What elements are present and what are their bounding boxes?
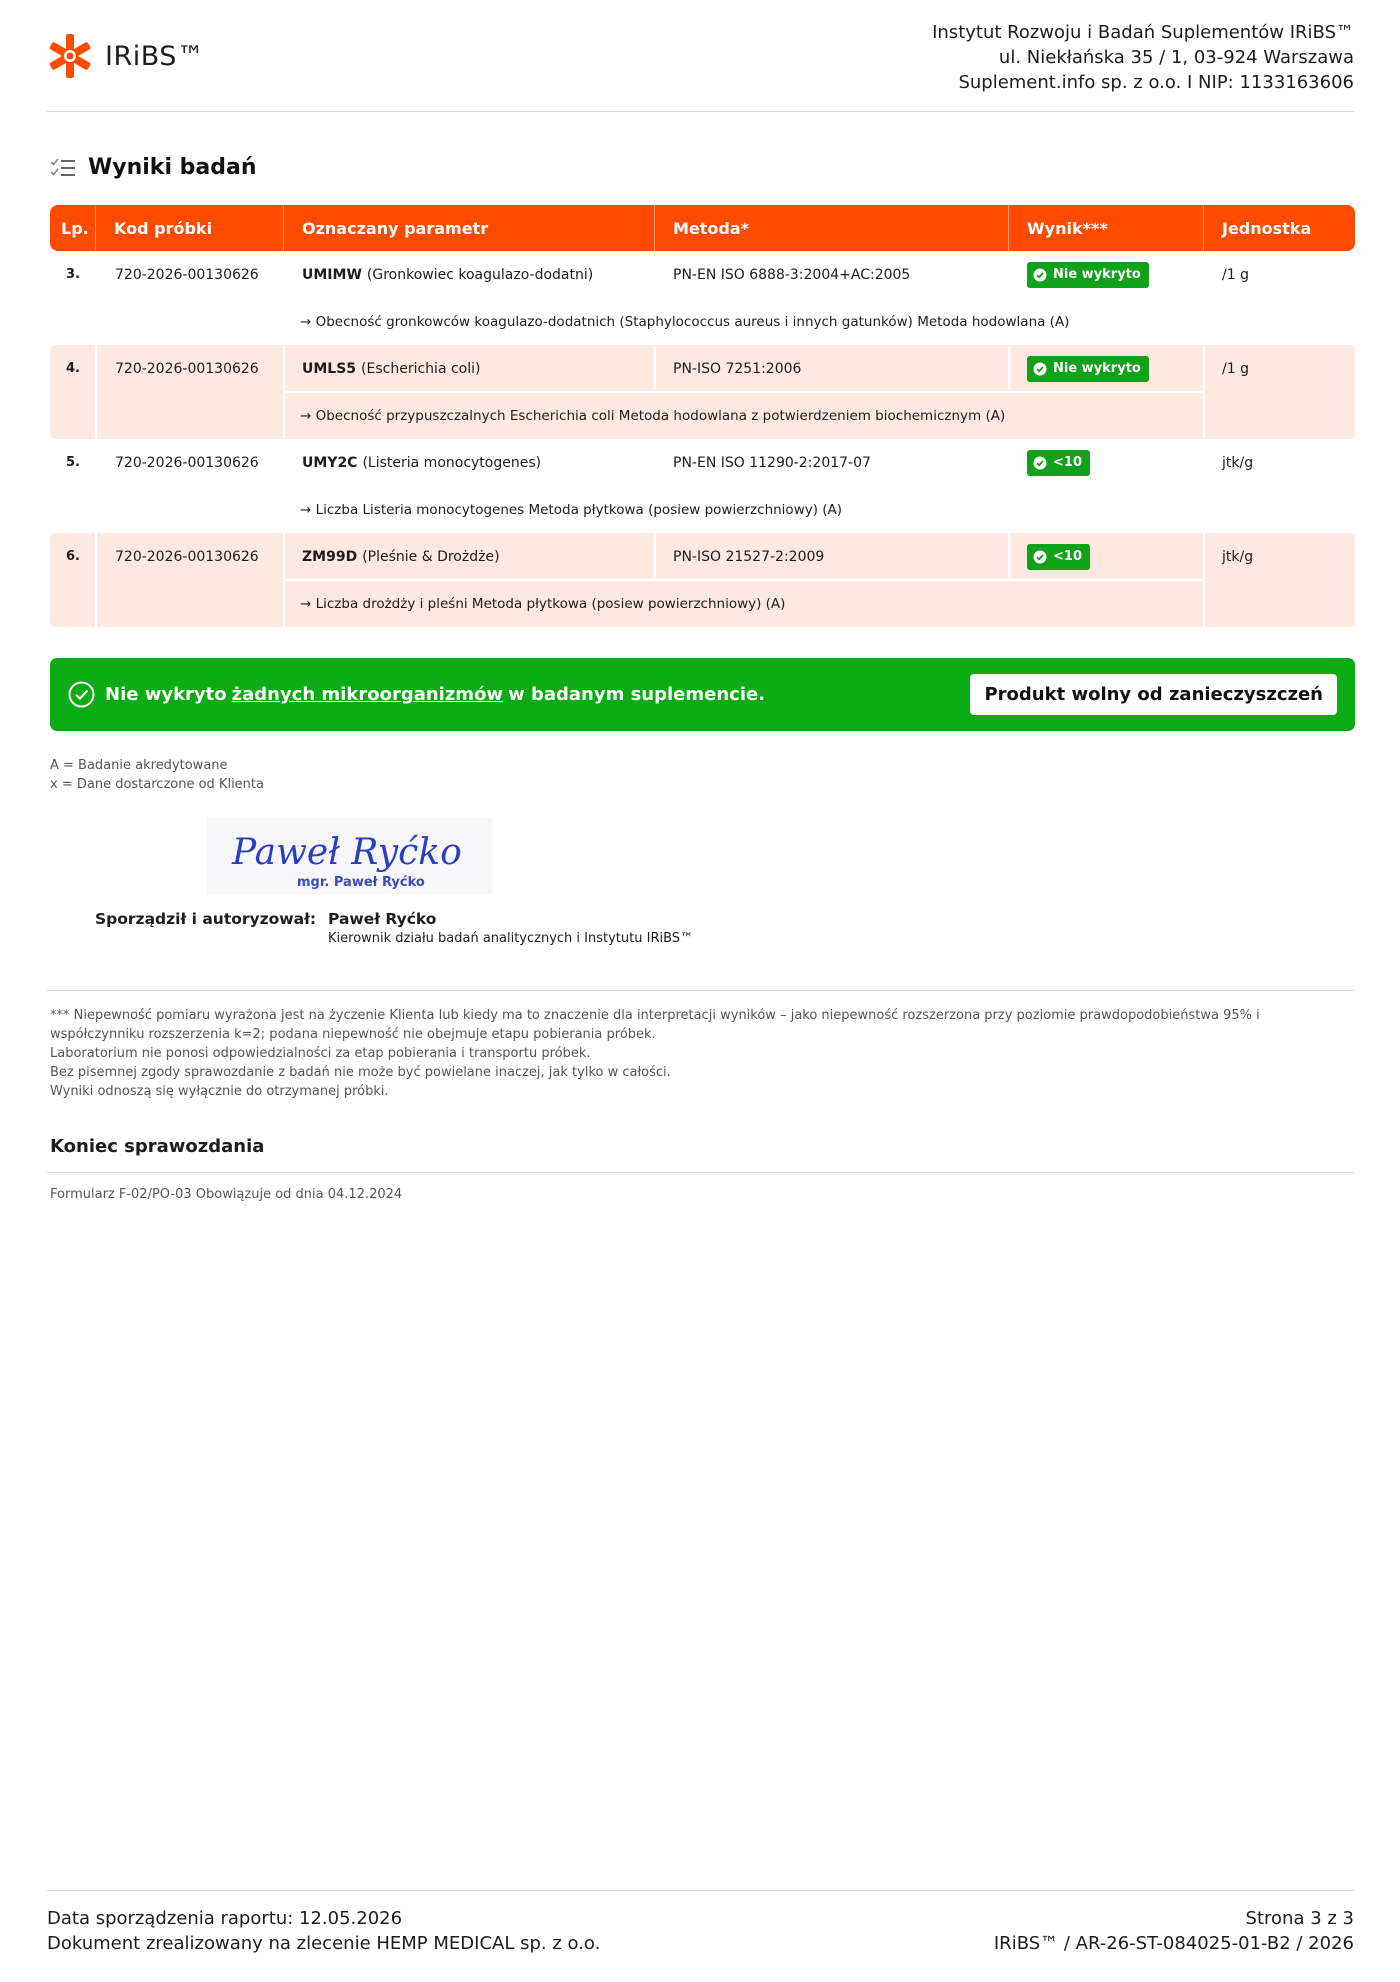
result-badge [1027, 544, 1090, 570]
result-value: <10 [1053, 549, 1082, 564]
method: PN-EN ISO 6888-3:2004+AC:2005 [673, 266, 911, 283]
company-tax-id: Suplement.info sp. z o.o. I NIP: 1133163606 [958, 72, 1354, 93]
result-badge [1027, 356, 1149, 382]
unit: jtk/g [1222, 454, 1254, 471]
row-description: → Liczba drożdży i pleśni Metoda płytkowa (posiew powierzchniowy) (A) [300, 595, 786, 612]
result-badge [1027, 262, 1149, 288]
parameter-code: UMY2C [302, 454, 358, 471]
check-circle-icon [1033, 550, 1047, 564]
unit: /1 g [1222, 360, 1249, 377]
result [1009, 345, 1204, 392]
ordered-by: Dokument zrealizowany na zlecenie HEMP MEDICAL sp. z o.o. [47, 1933, 601, 1954]
end-of-report-title: Koniec sprawozdania [50, 1136, 265, 1157]
form-code: Formularz F-02/PO-03 Obowiązuje od dnia 04.12.2024 [50, 1187, 403, 1202]
signatory-name: Paweł Ryćko [328, 910, 437, 928]
column-header-parameter: Oznaczany parametr [284, 205, 655, 251]
signature-label: Sporządził i autoryzował: [95, 910, 317, 928]
unit: /1 g [1222, 266, 1249, 283]
sample-code: 720-2026-00130626 [115, 266, 259, 283]
summary-banner [50, 658, 1355, 731]
parameter [284, 439, 655, 486]
page-header [47, 20, 1354, 112]
row-number: 6. [66, 549, 80, 564]
legend-client-data: x = Dane dostarczone od Klienta [50, 777, 264, 792]
table-row [50, 345, 1355, 439]
parameter-name: (Escherichia coli) [361, 360, 481, 377]
handwritten-signature-icon [207, 818, 492, 894]
table-row [50, 533, 1355, 627]
parameter-code: ZM99D [302, 548, 358, 565]
section-heading [50, 155, 257, 180]
parameter-code: UMLS5 [302, 360, 357, 377]
sample-code: 720-2026-00130626 [115, 360, 259, 377]
row-number: 3. [66, 267, 80, 282]
summary-highlight: żadnych mikroorganizmów [231, 684, 504, 705]
divider [47, 1172, 1354, 1173]
row-description: → Obecność gronkowców koagulazo-dodatnich (Staphylococcus aureus i innych gatunków) Metoda hodowlana (A) [300, 313, 1070, 330]
legend-accredited: A = Badanie akredytowane [50, 758, 228, 773]
signature-handwriting: Paweł Ryćko [232, 832, 462, 873]
footnote-copy: Bez pisemnej zgody sprawozdanie z badań nie może być powielane inaczej, jak tylko w całości. [50, 1065, 671, 1080]
company-info [932, 20, 1354, 95]
footer-right [994, 1906, 1354, 1956]
result-value: <10 [1053, 455, 1082, 470]
section-title: Wyniki badań [88, 155, 257, 180]
contamination-free-badge: Produkt wolny od zanieczyszczeń [970, 674, 1337, 715]
check-circle-icon [1033, 268, 1047, 282]
table-row [50, 439, 1355, 533]
result [1009, 439, 1204, 486]
check-circle-icon [1033, 362, 1047, 376]
row-description: → Obecność przypuszczalnych Escherichia coli Metoda hodowlana z potwierdzeniem biochemicznym (A) [300, 407, 1006, 424]
signature-stamp: mgr. Paweł Ryćko [297, 875, 425, 890]
divider [47, 990, 1354, 991]
footer-left [47, 1906, 600, 1956]
summary-text-after: w badanym suplemencie. [508, 684, 766, 705]
method: PN-ISO 7251:2006 [673, 360, 802, 377]
method: PN-ISO 21527-2:2009 [673, 548, 825, 565]
parameter-name: (Pleśnie & Drożdże) [362, 548, 500, 565]
column-header-sample-code: Kod próbki [96, 205, 284, 251]
footnote-scope: Wyniki odnoszą się wyłącznie do otrzymanej próbki. [50, 1084, 389, 1099]
method: PN-EN ISO 11290-2:2017-07 [673, 454, 871, 471]
row-number: 4. [66, 361, 80, 376]
signatory-role: Kierownik działu badań analitycznych i Instytutu IRiBS™ [328, 931, 694, 946]
parameter-name: (Listeria monocytogenes) [362, 454, 542, 471]
parameter [284, 345, 655, 392]
footnote-sampling: Laboratorium nie ponosi odpowiedzialności za etap pobierania i transportu próbek. [50, 1046, 591, 1061]
parameter-code: UMIMW [302, 266, 362, 283]
row-description: → Liczba Listeria monocytogenes Metoda płytkowa (posiew powierzchniowy) (A) [300, 501, 843, 518]
summary-text-before: Nie wykryto [105, 684, 227, 705]
checklist-icon [50, 157, 76, 179]
parameter-name: (Gronkowiec koagulazo-dodatni) [366, 266, 594, 283]
column-header-lp: Lp. [50, 205, 96, 251]
iribs-logo-icon [47, 32, 93, 80]
column-header-result: Wynik*** [1009, 205, 1204, 251]
results-table [50, 205, 1355, 627]
divider [47, 1890, 1354, 1891]
result-value: Nie wykryto [1053, 361, 1141, 376]
page-number: Strona 3 z 3 [1245, 1908, 1354, 1929]
company-address: ul. Niekłańska 35 / 1, 03-924 Warszawa [998, 47, 1354, 68]
sample-code: 720-2026-00130626 [115, 454, 259, 471]
summary-message [105, 658, 765, 731]
result [1009, 251, 1204, 298]
sample-code: 720-2026-00130626 [115, 548, 259, 565]
brand-logo [47, 32, 204, 80]
legend [50, 756, 264, 794]
table-row [50, 251, 1355, 345]
company-name: Instytut Rozwoju i Badań Suplementów IRiBS™ [932, 22, 1354, 43]
table-header [50, 205, 1355, 251]
parameter [284, 251, 655, 298]
signature-image [207, 818, 492, 894]
parameter [284, 533, 655, 580]
check-circle-icon [1033, 456, 1047, 470]
result-value: Nie wykryto [1053, 267, 1141, 282]
footnotes [50, 1006, 1330, 1101]
footnote-uncertainty: *** Niepewność pomiaru wyrażona jest na życzenie Klienta lub kiedy ma to znaczenie dla interpretacji wyników – jako niepewność rozszerzona przy poziomie prawdopodobieństwa 95% i [50, 1008, 1260, 1023]
report-date: Data sporządzenia raportu: 12.05.2026 [47, 1908, 403, 1929]
brand-name: IRiBS™ [105, 40, 205, 72]
check-circle-icon [68, 681, 95, 708]
unit: jtk/g [1222, 548, 1254, 565]
column-header-unit: Jednostka [1222, 218, 1312, 238]
result [1009, 533, 1204, 580]
document-id: IRiBS™ / AR-26-ST-084025-01-B2 / 2026 [993, 1933, 1354, 1954]
result-badge [1027, 450, 1090, 476]
column-header-method: Metoda* [655, 205, 1009, 251]
row-number: 5. [66, 455, 80, 470]
footnote-uncertainty-cont: współczynniku rozszerzenia k=2; podana niepewność nie obejmuje etapu pobierania próbek. [50, 1027, 656, 1042]
